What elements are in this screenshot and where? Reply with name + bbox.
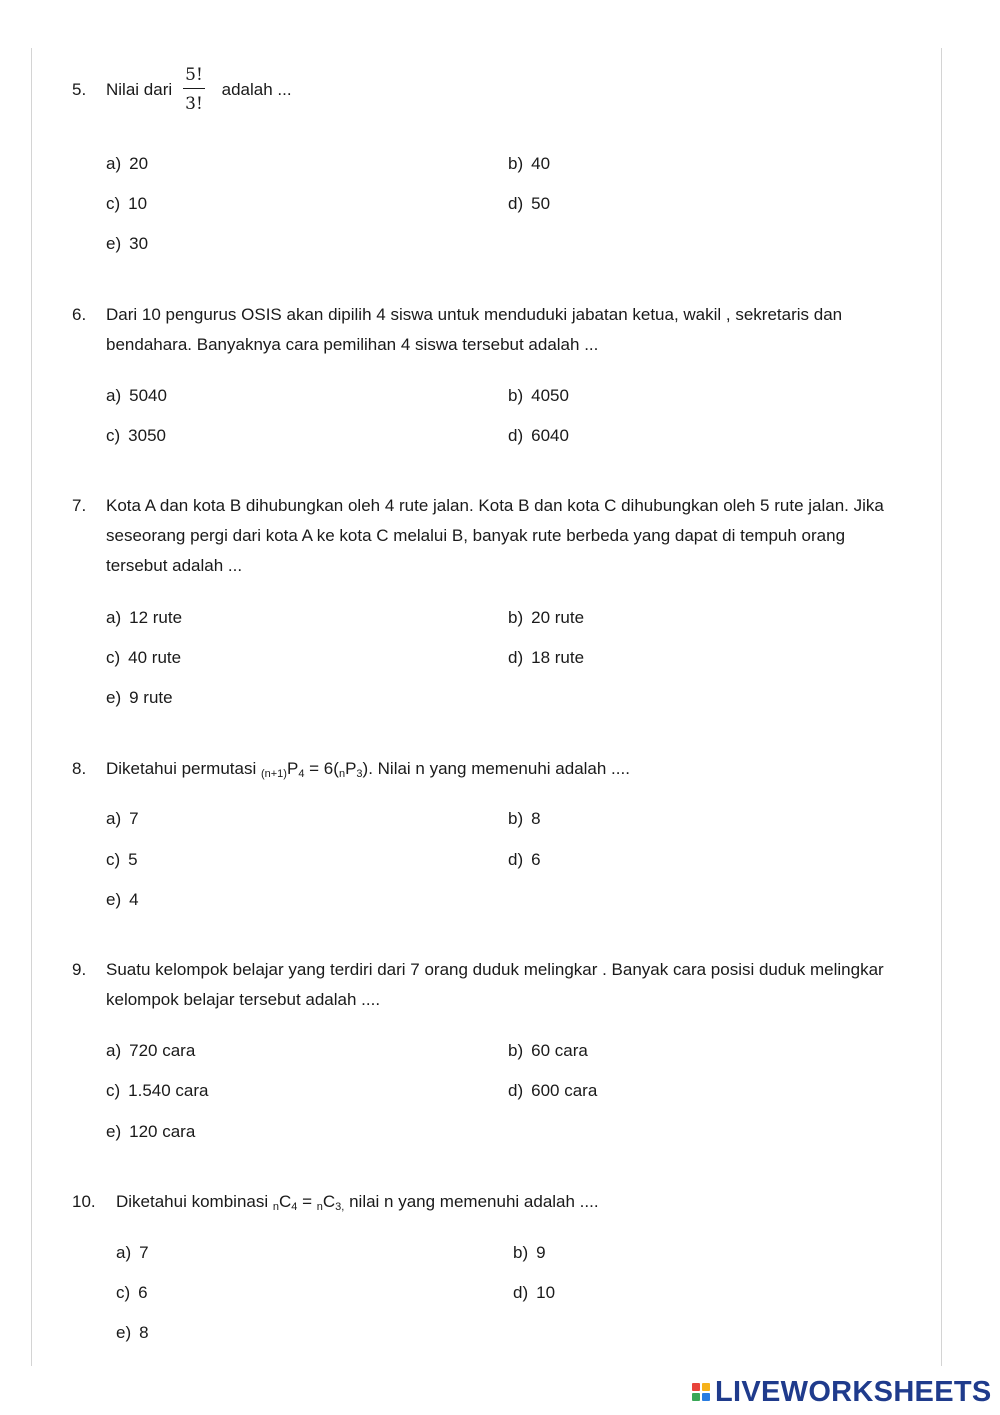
question-8 [72,754,912,789]
option-q7-b[interactable]: b) 20 rute [508,608,585,627]
logo-text: LIVEWORKSHEETS [715,1375,992,1408]
option-q7-a[interactable]: a) 12 rute [106,608,183,627]
question-stem: Kota A dan kota B dihubungkan oleh 4 rute jalan. Kota B dan kota C dihubungkan oleh 5 rute jalan. Jika seseorang pergi dari kota A ke kota C melalui B, banyak rute berbeda yang dapat di tempuh orang tersebut adalah ... [106,496,884,575]
option-q7-c[interactable]: c) 40 rute [106,648,182,667]
option-q5-c[interactable]: c) 10 [106,194,148,213]
option-q10-b[interactable]: b) 9 [513,1243,546,1262]
question-6 [72,300,912,360]
option-q8-a[interactable]: a) 7 [106,809,139,828]
option-q5-b[interactable]: b) 40 [508,154,551,173]
option-q8-b[interactable]: b) 8 [508,809,541,828]
liveworksheets-logo [692,1374,992,1410]
option-q5-e[interactable]: e) 30 [106,234,149,253]
option-q9-b[interactable]: b) 60 cara [508,1041,588,1060]
question-number: 5. [72,80,87,99]
question-number: 6. [72,305,87,324]
option-q10-d[interactable]: d) 10 [513,1283,556,1302]
question-number: 8. [72,759,87,778]
option-q6-c[interactable]: c) 3050 [106,426,166,445]
option-q10-c[interactable]: c) 6 [116,1283,148,1302]
fraction-bar [183,88,205,89]
fraction-numerator: 5! [185,65,203,85]
question-stem: Nilai dari adalah ... [106,80,292,99]
question-9 [72,955,912,1015]
question-number: 7. [72,496,87,515]
logo-square-green [692,1393,700,1401]
question-stem: Suatu kelompok belajar yang terdiri dari 7 orang duduk melingkar . Banyak cara posisi duduk melingkar kelompok belajar tersebut adalah .... [106,960,884,1009]
page-border-left [31,48,32,1366]
logo-square-yellow [702,1383,710,1391]
option-q5-d[interactable]: d) 50 [508,194,551,213]
fraction-denominator: 3! [185,94,203,114]
option-q9-e[interactable]: e) 120 cara [106,1122,196,1141]
option-q9-c[interactable]: c) 1.540 cara [106,1081,209,1100]
question-stem: Diketahui kombinasi $_nC_4 = _nC_{3,}$ nilai n yang memenuhi adalah .... [116,1192,599,1213]
question-7 [72,491,912,581]
option-q9-a[interactable]: a) 720 cara [106,1041,196,1060]
option-q8-d[interactable]: d) 6 [508,850,541,869]
question-number: 10. [72,1192,96,1211]
question-stem: Diketahui permutasi $_{(n+1)}P_4 = 6(_nP_3)$. Nilai n yang memenuhi adalah .... [106,759,630,780]
option-q6-b[interactable]: b) 4050 [508,386,569,405]
option-q6-a[interactable]: a) 5040 [106,386,167,405]
fraction-5-factorial-over-3-factorial [183,64,205,115]
option-q5-a[interactable]: a) 20 [106,154,149,173]
liveworksheets-logo-icon [692,1383,710,1401]
option-q10-e[interactable]: e) 8 [116,1323,149,1342]
page-border-right [941,48,942,1366]
logo-square-red [692,1383,700,1391]
option-q8-e[interactable]: e) 4 [106,890,139,909]
option-q7-e[interactable]: e) 9 rute [106,688,173,707]
option-q9-d[interactable]: d) 600 cara [508,1081,598,1100]
option-q8-c[interactable]: c) 5 [106,850,138,869]
question-10 [72,1187,912,1222]
option-q10-a[interactable]: a) 7 [116,1243,149,1262]
logo-square-blue [702,1393,710,1401]
question-number: 9. [72,960,87,979]
option-q7-d[interactable]: d) 18 rute [508,648,585,667]
question-stem: Dari 10 pengurus OSIS akan dipilih 4 siswa untuk menduduki jabatan ketua, wakil , sekretaris dan bendahara. Banyaknya cara pemilihan 4 siswa tersebut adalah ... [106,305,843,354]
option-q6-d[interactable]: d) 6040 [508,426,569,445]
